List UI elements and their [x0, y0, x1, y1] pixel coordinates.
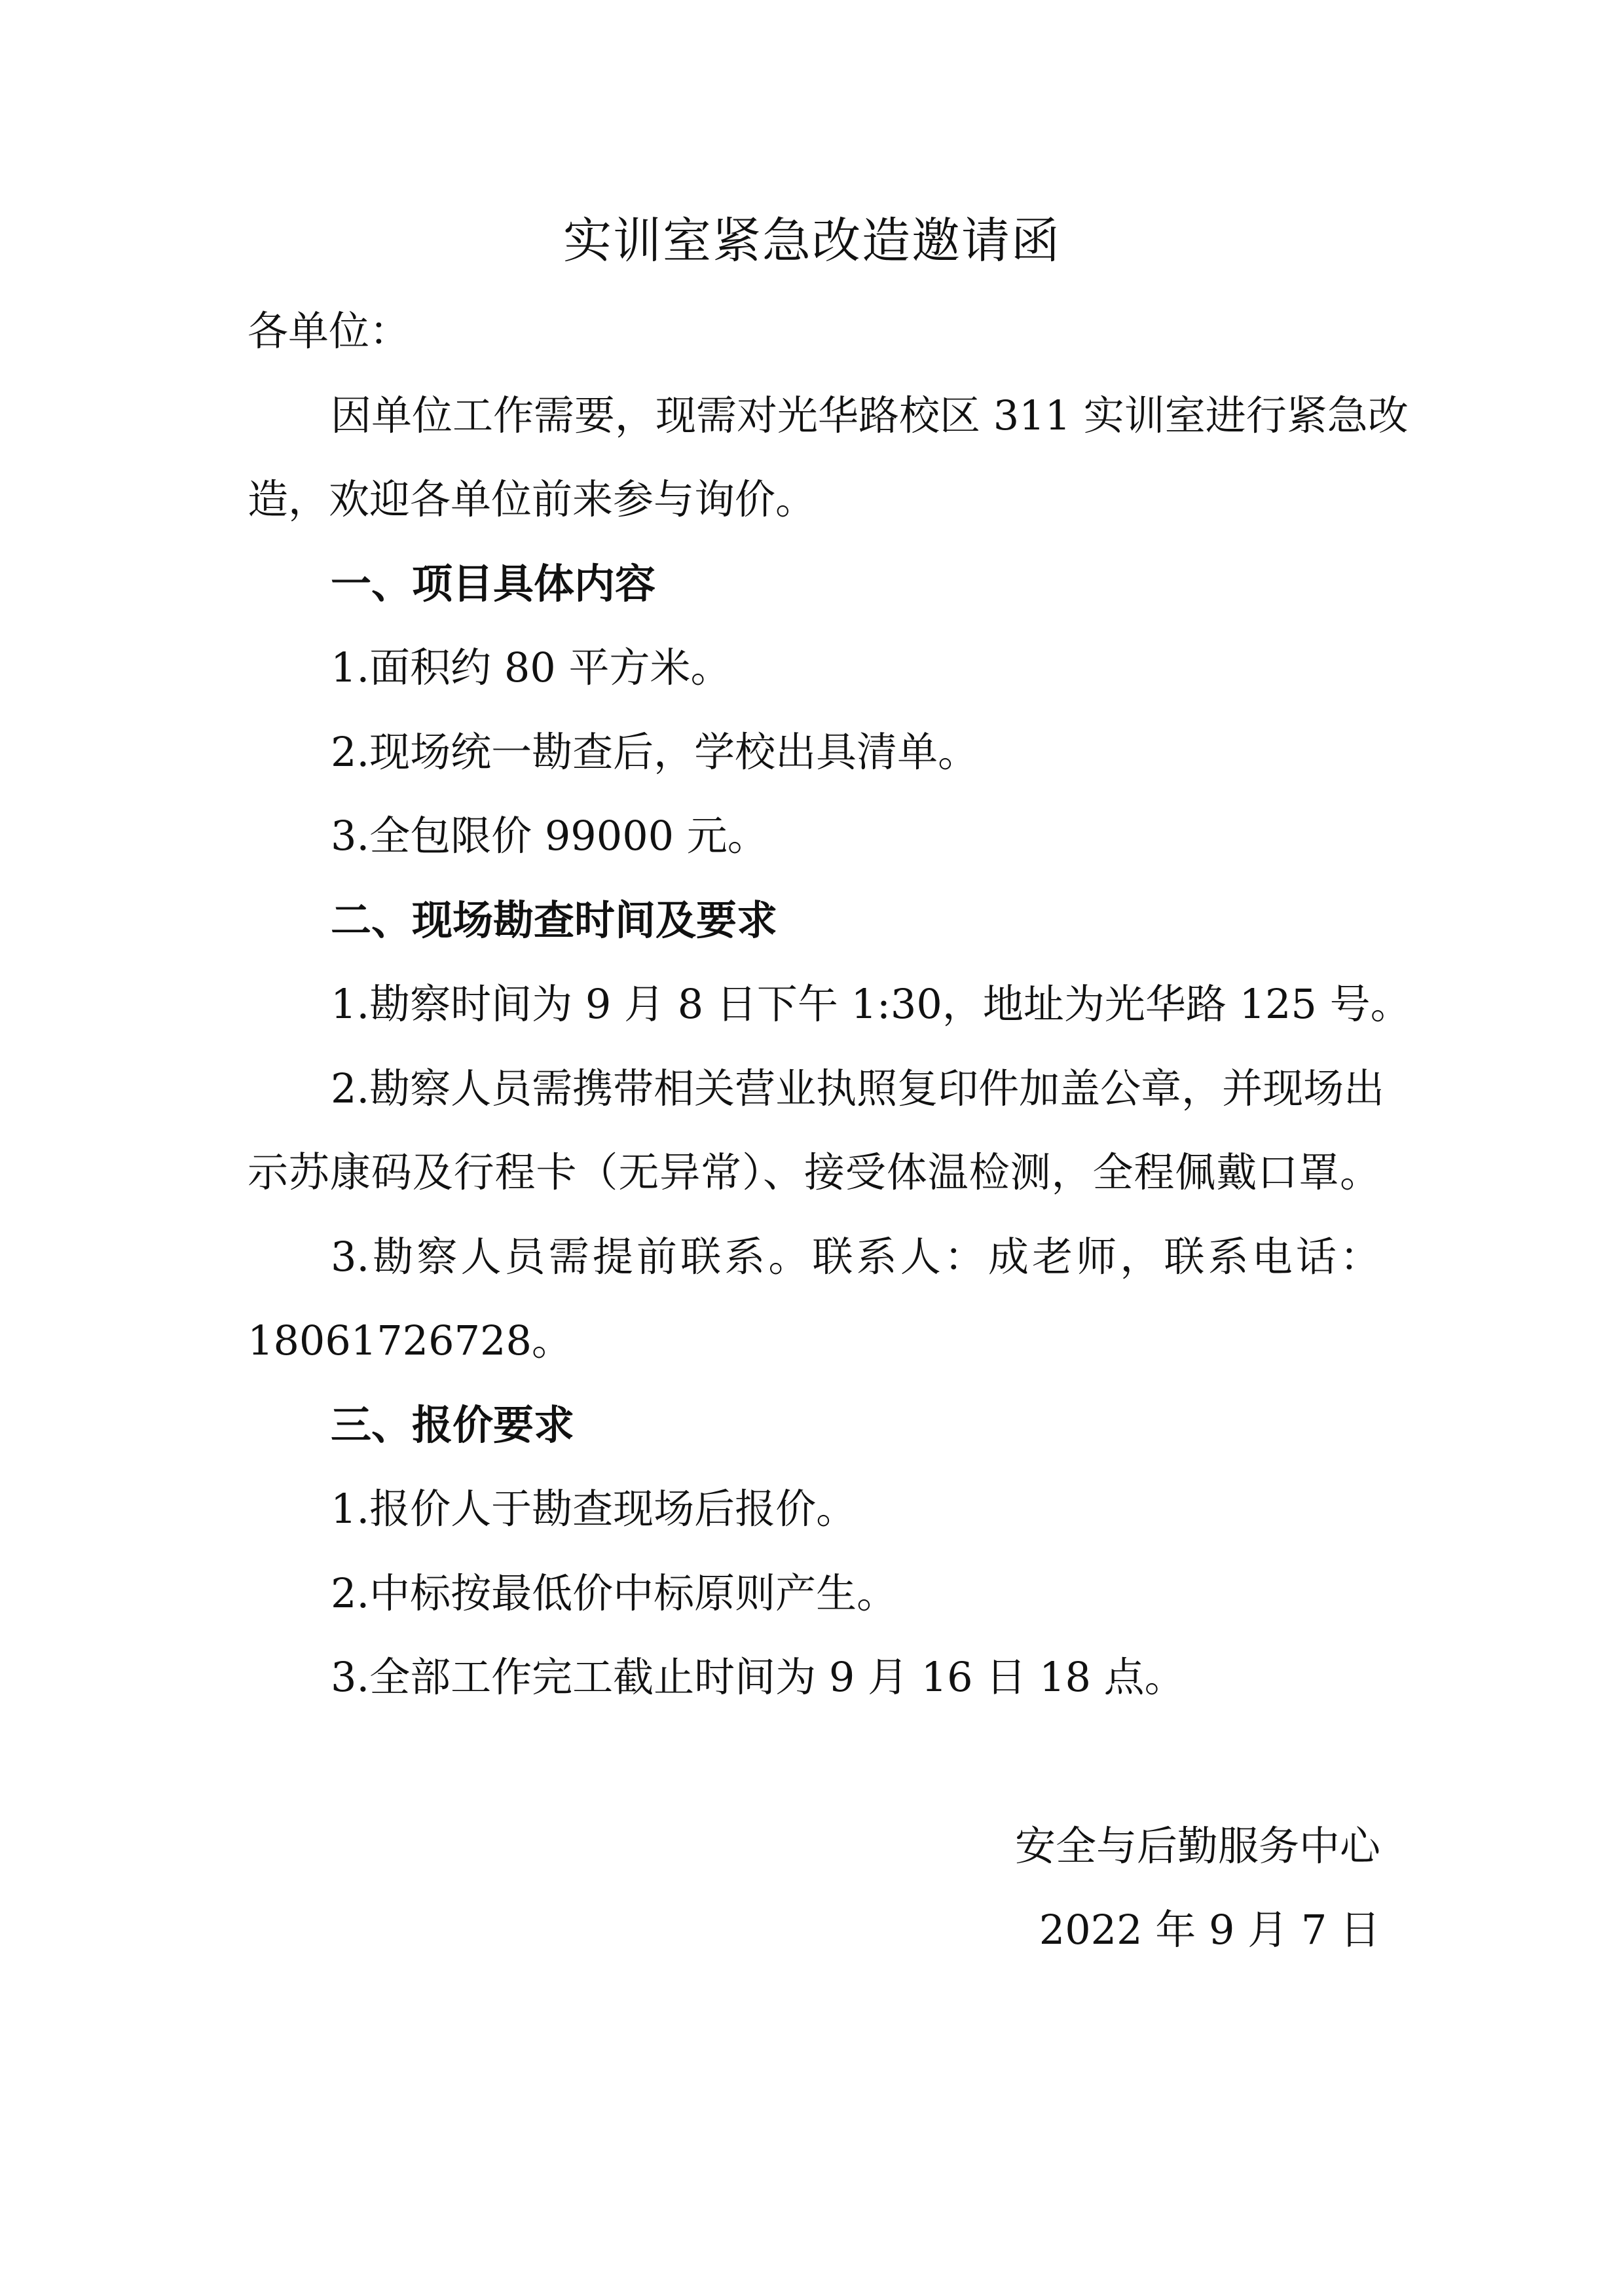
section-3-item-3: 3.全部工作完工截止时间为 9 月 16 日 18 点。 — [331, 1653, 1185, 1701]
section-3-item-1: 1.报价人于勘查现场后报价。 — [331, 1485, 857, 1533]
section-1-item-3: 3.全包限价 99000 元。 — [331, 812, 768, 860]
signature-date: 2022 年 9 月 7 日 — [1039, 1906, 1380, 1954]
salutation: 各单位： — [248, 307, 411, 355]
section-1-item-1: 1.面积约 80 平方米。 — [331, 644, 731, 691]
section-2-item-1: 1.勘察时间为 9 月 8 日下午 1:30，地址为光华路 125 号。 — [331, 980, 1411, 1028]
section-2-item-2-line-1: 2.勘察人员需携带相关营业执照复印件加盖公章，并现场出 — [331, 1065, 1385, 1112]
section-3-heading: 三、报价要求 — [331, 1401, 575, 1449]
section-2-heading: 二、现场勘查时间及要求 — [331, 896, 778, 944]
document-title: 实训室紧急改造邀请函 — [563, 213, 1061, 269]
section-3-item-2: 2.中标按最低价中标原则产生。 — [331, 1569, 898, 1617]
section-2-item-3-line-1: 3.勘察人员需提前联系。联系人：成老师，联系电话： — [331, 1233, 1380, 1281]
intro-line-1: 因单位工作需要，现需对光华路校区 311 实训室进行紧急改 — [331, 392, 1409, 439]
signature-organization: 安全与后勤服务中心 — [1014, 1822, 1380, 1870]
section-1-heading: 一、项目具体内容 — [331, 560, 656, 608]
section-2-item-2-line-2: 示苏康码及行程卡（无异常）、接受体温检测，全程佩戴口罩。 — [248, 1148, 1380, 1196]
intro-line-2: 造，欢迎各单位前来参与询价。 — [248, 475, 817, 523]
section-2-item-3-line-2: 18061726728。 — [248, 1317, 572, 1364]
section-1-item-2: 2.现场统一勘查后，学校出具清单。 — [331, 728, 979, 776]
